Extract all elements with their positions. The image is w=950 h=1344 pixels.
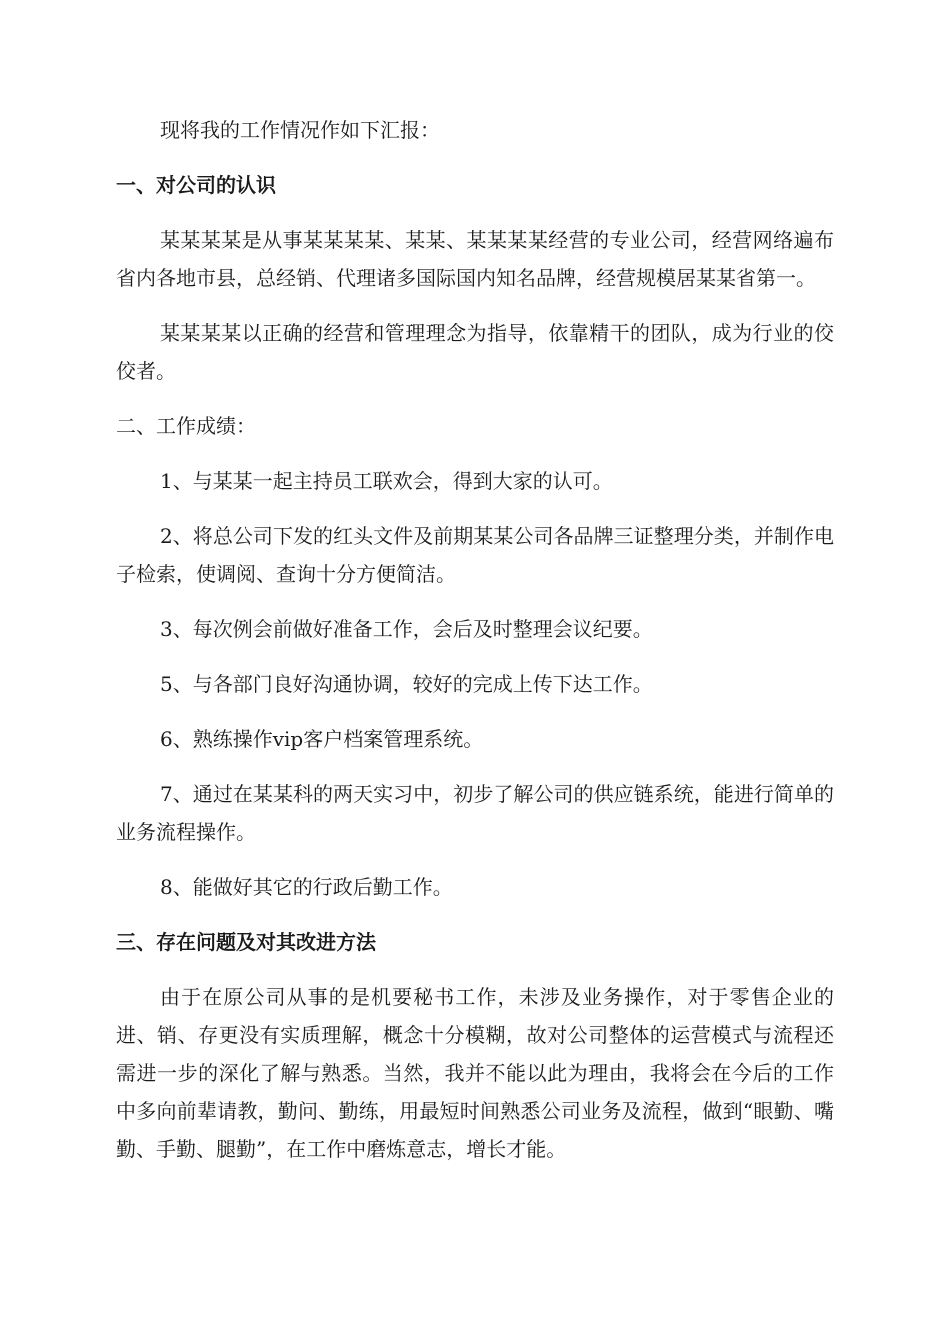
achievement-item: 1、与某某一起主持员工联欢会，得到大家的认可。 — [160, 469, 613, 493]
achievement-item: 3、每次例会前做好准备工作，会后及时整理会议纪要。 — [160, 617, 653, 641]
achievement-item: 6、熟练操作vip客户档案管理系统。 — [160, 727, 484, 751]
section-heading-company: 一、对公司的认识 — [116, 173, 276, 197]
achievement-item: 5、与各部门良好沟通协调，较好的完成上传下达工作。 — [160, 672, 653, 696]
achievement-item: 7、通过在某某科的两天实习中，初步了解公司的供应链系统，能进行简单的业务流程操作。 — [116, 782, 834, 844]
section-heading-achievements: 二、工作成绩： — [116, 414, 256, 438]
company-paragraph-2: 某某某某以正确的经营和管理理念为指导，依靠精干的团队，成为行业的佼佼者。 — [116, 321, 834, 383]
document-body — [116, 111, 834, 1168]
problems-paragraph: 由于在原公司从事的是机要秘书工作，未涉及业务操作，对于零售企业的进、销、存更没有实质理解，概念十分模糊，故对公司整体的运营模式与流程还需进一步的深化了解与熟悉。当然，我并不能以此为理由，我将会在今后的工作中多向前辈请教，勤问、勤练，用最短时间熟悉公司业务及流程，做到“眼勤、嘴勤、手勤、腿勤”，在工作中磨炼意志，增长才能。 — [116, 985, 834, 1161]
achievement-item: 2、将总公司下发的红头文件及前期某某公司各品牌三证整理分类，并制作电子检索，使调阅、查询十分方便简洁。 — [116, 524, 834, 586]
section-heading-problems: 三、存在问题及对其改进方法 — [116, 930, 376, 954]
intro-paragraph: 现将我的工作情况作如下汇报： — [160, 118, 440, 142]
company-paragraph-1: 某某某某是从事某某某某、某某、某某某某经营的专业公司，经营网络遍布省内各地市县，总经销、代理诸多国际国内知名品牌，经营规模居某某省第一。 — [116, 228, 834, 290]
achievement-item: 8、能做好其它的行政后勤工作。 — [160, 875, 453, 899]
